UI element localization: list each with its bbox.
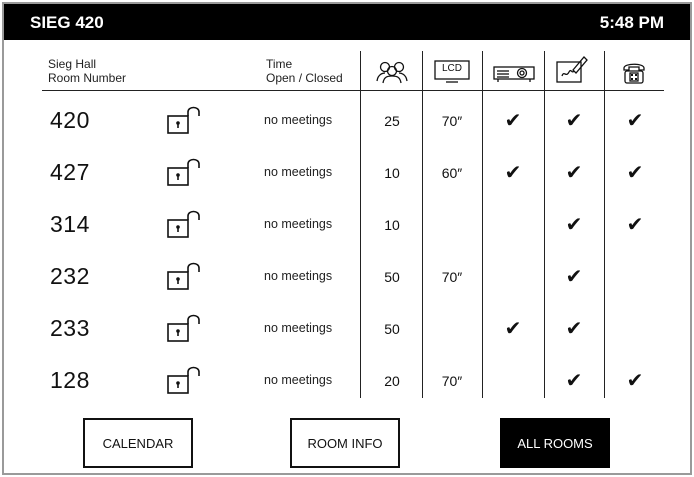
clock: 5:48 PM bbox=[599, 13, 664, 32]
time-column-header bbox=[266, 57, 343, 85]
room-capacity: 50 bbox=[384, 269, 400, 285]
table-row-314[interactable] bbox=[4, 198, 690, 250]
room-number: 128 bbox=[50, 367, 90, 393]
room-info-button[interactable]: ROOM INFO bbox=[290, 418, 400, 468]
whiteboard-check: ✔ bbox=[565, 162, 583, 184]
room-capacity: 10 bbox=[384, 165, 400, 181]
unlocked-padlock-icon bbox=[166, 261, 202, 291]
unlocked-padlock-icon bbox=[166, 105, 202, 135]
room-number: 232 bbox=[50, 263, 90, 289]
page-title: SIEG 420 bbox=[30, 13, 104, 32]
whiteboard-check: ✔ bbox=[565, 110, 583, 132]
header-divider bbox=[42, 90, 664, 91]
title-bar bbox=[4, 4, 690, 40]
room-header-line1: Sieg Hall bbox=[48, 57, 97, 71]
phone-check: ✔ bbox=[626, 214, 644, 236]
unlocked-padlock-icon bbox=[166, 365, 202, 395]
whiteboard-check: ✔ bbox=[565, 318, 583, 340]
phone-check: ✔ bbox=[626, 370, 644, 392]
meeting-status: no meetings bbox=[264, 217, 333, 231]
calendar-button[interactable]: CALENDAR bbox=[83, 418, 193, 468]
telephone-icon bbox=[622, 61, 646, 85]
unlocked-padlock-icon bbox=[166, 209, 202, 239]
meeting-status: no meetings bbox=[264, 113, 333, 127]
lcd-label: LCD bbox=[441, 63, 462, 74]
table-row-232[interactable] bbox=[4, 250, 690, 302]
table-row-128[interactable] bbox=[4, 354, 690, 406]
time-header-line2: Open / Closed bbox=[266, 71, 343, 85]
table-row-420[interactable] bbox=[4, 94, 690, 146]
lcd-monitor-icon bbox=[434, 60, 470, 84]
room-capacity: 50 bbox=[384, 321, 400, 337]
table-row-427[interactable] bbox=[4, 146, 690, 198]
projector-check: ✔ bbox=[504, 110, 522, 132]
unlocked-padlock-icon bbox=[166, 313, 202, 343]
people-icon bbox=[375, 60, 409, 84]
room-header-line2: Room Number bbox=[48, 71, 127, 85]
lcd-size: 70″ bbox=[441, 269, 463, 285]
meeting-status: no meetings bbox=[264, 373, 333, 387]
room-number: 314 bbox=[50, 211, 90, 237]
room-number: 233 bbox=[50, 315, 90, 341]
phone-check: ✔ bbox=[626, 162, 644, 184]
meeting-status: no meetings bbox=[264, 321, 333, 335]
lcd-size: 70″ bbox=[441, 113, 463, 129]
table-row-233[interactable] bbox=[4, 302, 690, 354]
room-capacity: 20 bbox=[384, 373, 400, 389]
room-number: 427 bbox=[50, 159, 90, 185]
meeting-status: no meetings bbox=[264, 269, 333, 283]
room-number: 420 bbox=[50, 107, 90, 133]
room-column-header bbox=[48, 57, 126, 85]
room-capacity: 10 bbox=[384, 217, 400, 233]
meeting-status: no meetings bbox=[264, 165, 333, 179]
lcd-size: 60″ bbox=[441, 165, 463, 181]
whiteboard-icon bbox=[556, 54, 588, 84]
projector-check: ✔ bbox=[504, 318, 522, 340]
projector-check: ✔ bbox=[504, 162, 522, 184]
room-capacity: 25 bbox=[384, 113, 400, 129]
time-header-line1: Time bbox=[266, 57, 293, 71]
projector-icon bbox=[493, 63, 535, 83]
lcd-size: 70″ bbox=[441, 373, 463, 389]
unlocked-padlock-icon bbox=[166, 157, 202, 187]
room-panel bbox=[2, 2, 692, 475]
all-rooms-button[interactable]: ALL ROOMS bbox=[500, 418, 610, 468]
whiteboard-check: ✔ bbox=[565, 370, 583, 392]
whiteboard-check: ✔ bbox=[565, 214, 583, 236]
phone-check: ✔ bbox=[626, 110, 644, 132]
whiteboard-check: ✔ bbox=[565, 266, 583, 288]
